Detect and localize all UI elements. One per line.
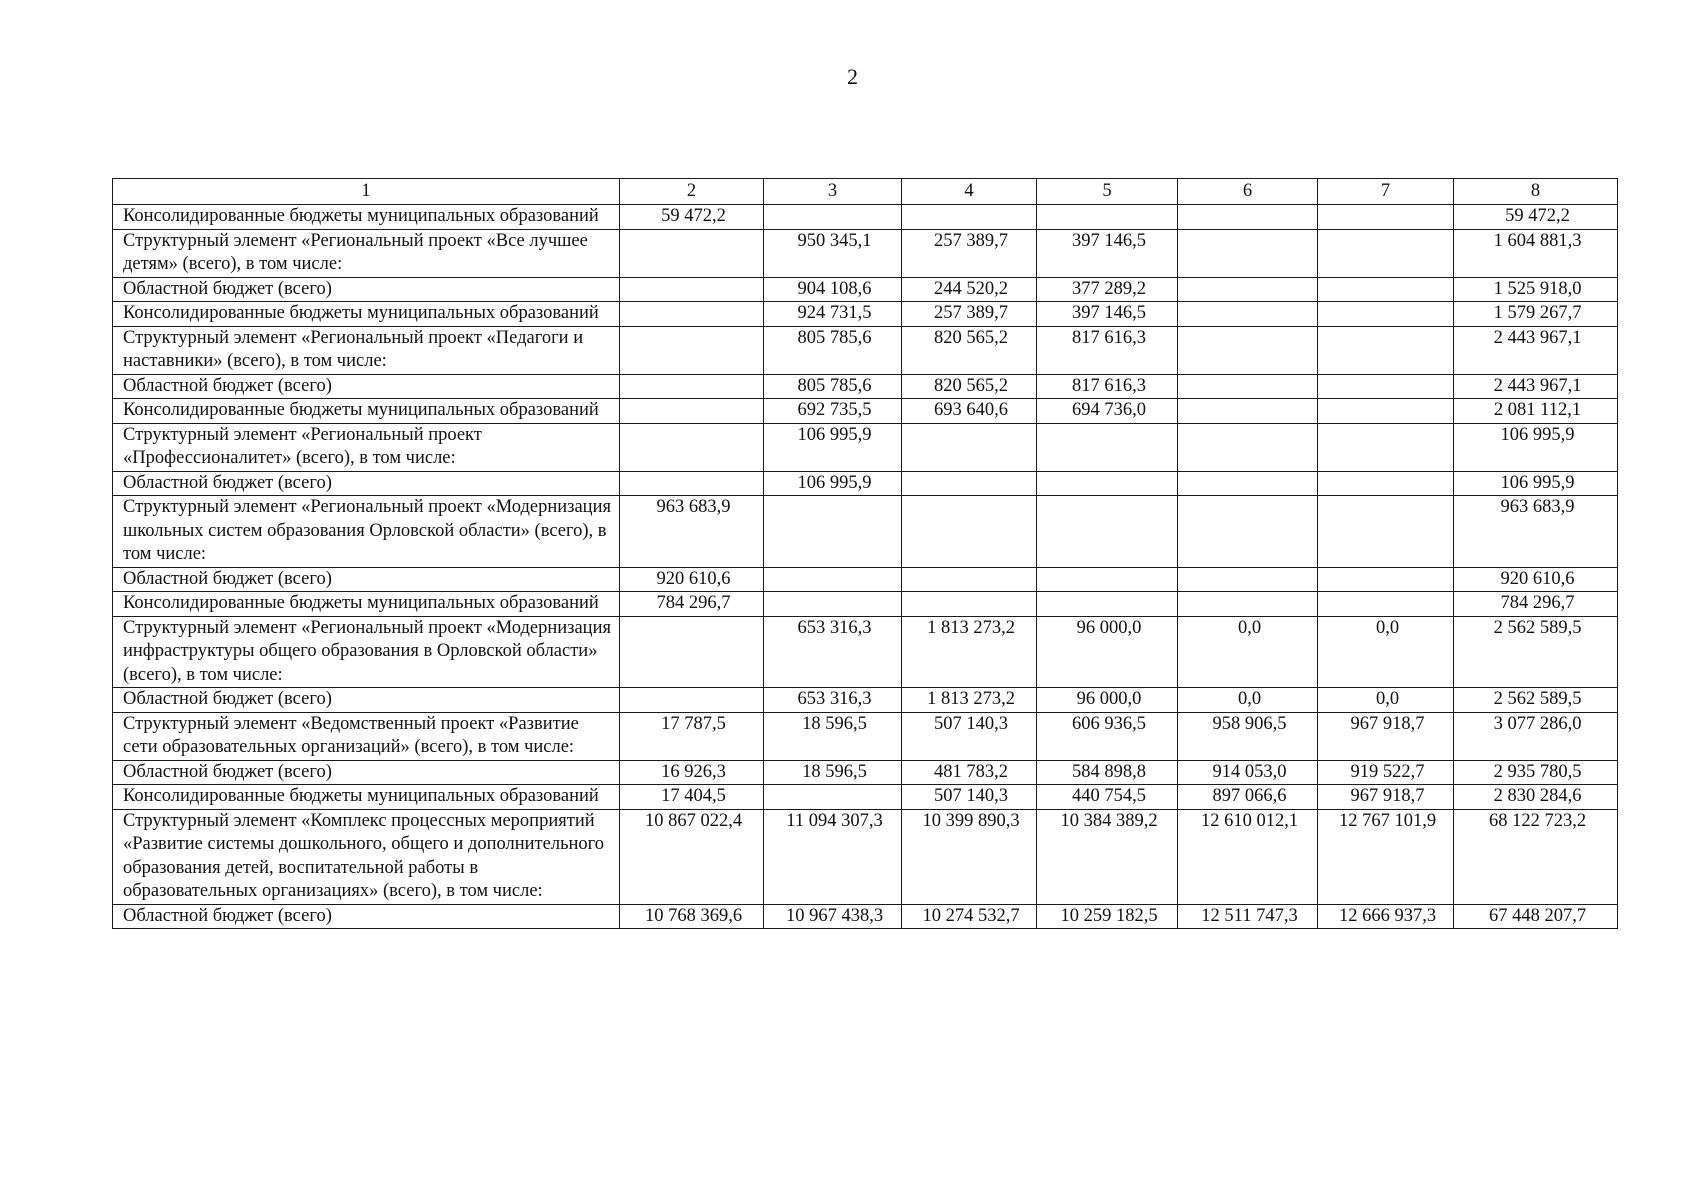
table-row <box>113 374 1618 399</box>
table-row <box>113 277 1618 302</box>
value-cell: 17 404,5 <box>620 785 764 810</box>
total-cell: 2 443 967,1 <box>1454 326 1618 374</box>
value-cell <box>764 205 902 230</box>
value-cell <box>1037 471 1178 496</box>
value-cell <box>902 205 1037 230</box>
value-cell <box>620 374 764 399</box>
value-cell: 10 768 369,6 <box>620 904 764 929</box>
value-cell: 481 783,2 <box>902 760 1037 785</box>
table-row <box>113 592 1618 617</box>
value-cell: 16 926,3 <box>620 760 764 785</box>
total-cell: 920 610,6 <box>1454 567 1618 592</box>
value-cell: 805 785,6 <box>764 374 902 399</box>
value-cell <box>620 399 764 424</box>
value-cell: 653 316,3 <box>764 688 902 713</box>
value-cell: 10 259 182,5 <box>1037 904 1178 929</box>
value-cell: 805 785,6 <box>764 326 902 374</box>
total-cell: 963 683,9 <box>1454 496 1618 568</box>
column-header: 3 <box>764 179 902 205</box>
table-row <box>113 616 1618 688</box>
value-cell: 817 616,3 <box>1037 326 1178 374</box>
value-cell <box>1318 423 1454 471</box>
row-label: Областной бюджет (всего) <box>113 904 620 929</box>
row-label: Структурный элемент «Региональный проект «Педагоги и наставники» (всего), в том числе: <box>113 326 620 374</box>
column-header: 7 <box>1318 179 1454 205</box>
value-cell <box>764 785 902 810</box>
value-cell <box>902 423 1037 471</box>
total-cell: 67 448 207,7 <box>1454 904 1618 929</box>
table-row <box>113 712 1618 760</box>
column-header: 5 <box>1037 179 1178 205</box>
total-cell: 2 935 780,5 <box>1454 760 1618 785</box>
value-cell: 106 995,9 <box>764 471 902 496</box>
value-cell: 919 522,7 <box>1318 760 1454 785</box>
value-cell: 967 918,7 <box>1318 712 1454 760</box>
row-label: Структурный элемент «Региональный проект «Профессионалитет» (всего), в том числе: <box>113 423 620 471</box>
table-row <box>113 904 1618 929</box>
value-cell <box>1178 496 1318 568</box>
row-label: Областной бюджет (всего) <box>113 567 620 592</box>
table-row <box>113 785 1618 810</box>
value-cell <box>620 688 764 713</box>
value-cell <box>1178 326 1318 374</box>
value-cell <box>1318 326 1454 374</box>
total-cell: 2 443 967,1 <box>1454 374 1618 399</box>
value-cell: 897 066,6 <box>1178 785 1318 810</box>
value-cell: 584 898,8 <box>1037 760 1178 785</box>
value-cell: 10 867 022,4 <box>620 809 764 904</box>
value-cell: 96 000,0 <box>1037 616 1178 688</box>
value-cell <box>1318 399 1454 424</box>
value-cell <box>902 496 1037 568</box>
table-row <box>113 205 1618 230</box>
value-cell <box>1178 205 1318 230</box>
value-cell <box>902 567 1037 592</box>
value-cell <box>1318 496 1454 568</box>
value-cell: 11 094 307,3 <box>764 809 902 904</box>
value-cell <box>764 496 902 568</box>
row-label: Областной бюджет (всего) <box>113 374 620 399</box>
total-cell: 106 995,9 <box>1454 471 1618 496</box>
total-cell: 59 472,2 <box>1454 205 1618 230</box>
value-cell <box>1178 277 1318 302</box>
row-label: Консолидированные бюджеты муниципальных образований <box>113 302 620 327</box>
total-cell: 2 830 284,6 <box>1454 785 1618 810</box>
value-cell: 694 736,0 <box>1037 399 1178 424</box>
table-row <box>113 229 1618 277</box>
value-cell: 12 610 012,1 <box>1178 809 1318 904</box>
table-row <box>113 809 1618 904</box>
row-label: Консолидированные бюджеты муниципальных образований <box>113 205 620 230</box>
value-cell <box>1318 471 1454 496</box>
table-row <box>113 399 1618 424</box>
value-cell: 820 565,2 <box>902 374 1037 399</box>
value-cell: 924 731,5 <box>764 302 902 327</box>
table-row <box>113 471 1618 496</box>
value-cell: 784 296,7 <box>620 592 764 617</box>
column-header: 6 <box>1178 179 1318 205</box>
row-label: Консолидированные бюджеты муниципальных образований <box>113 399 620 424</box>
value-cell <box>1037 592 1178 617</box>
value-cell: 1 813 273,2 <box>902 688 1037 713</box>
value-cell: 693 640,6 <box>902 399 1037 424</box>
value-cell <box>1318 302 1454 327</box>
value-cell: 967 918,7 <box>1318 785 1454 810</box>
value-cell <box>1037 423 1178 471</box>
row-label: Структурный элемент «Региональный проект «Модернизация школьных систем образования Орловской области» (всего), в том числе: <box>113 496 620 568</box>
total-cell: 2 562 589,5 <box>1454 688 1618 713</box>
table-row <box>113 688 1618 713</box>
value-cell: 18 596,5 <box>764 760 902 785</box>
value-cell: 257 389,7 <box>902 229 1037 277</box>
row-label: Областной бюджет (всего) <box>113 688 620 713</box>
table-row <box>113 302 1618 327</box>
value-cell <box>620 423 764 471</box>
column-header: 1 <box>113 179 620 205</box>
value-cell: 397 146,5 <box>1037 302 1178 327</box>
value-cell: 958 906,5 <box>1178 712 1318 760</box>
row-label: Областной бюджет (всего) <box>113 277 620 302</box>
row-label: Структурный элемент «Комплекс процессных мероприятий «Развитие системы дошкольного, общего и дополнительного образования детей, воспитательной работы в образовательных организациях» (всего), в том числе: <box>113 809 620 904</box>
value-cell <box>1318 205 1454 230</box>
column-header: 2 <box>620 179 764 205</box>
column-header: 8 <box>1454 179 1618 205</box>
value-cell: 12 666 937,3 <box>1318 904 1454 929</box>
total-cell: 1 579 267,7 <box>1454 302 1618 327</box>
total-cell: 2 562 589,5 <box>1454 616 1618 688</box>
value-cell: 920 610,6 <box>620 567 764 592</box>
value-cell <box>1037 567 1178 592</box>
value-cell <box>1178 423 1318 471</box>
total-cell: 68 122 723,2 <box>1454 809 1618 904</box>
value-cell <box>1178 399 1318 424</box>
value-cell: 397 146,5 <box>1037 229 1178 277</box>
value-cell: 440 754,5 <box>1037 785 1178 810</box>
row-label: Структурный элемент «Ведомственный проект «Развитие сети образовательных организаций» (всего), в том числе: <box>113 712 620 760</box>
page-number: 2 <box>847 64 858 89</box>
table-row <box>113 496 1618 568</box>
value-cell <box>1318 277 1454 302</box>
row-label: Консолидированные бюджеты муниципальных образований <box>113 785 620 810</box>
value-cell <box>1178 567 1318 592</box>
value-cell <box>620 326 764 374</box>
value-cell <box>1037 496 1178 568</box>
value-cell <box>764 592 902 617</box>
total-cell: 784 296,7 <box>1454 592 1618 617</box>
value-cell: 10 967 438,3 <box>764 904 902 929</box>
value-cell <box>764 567 902 592</box>
value-cell <box>620 302 764 327</box>
value-cell: 18 596,5 <box>764 712 902 760</box>
value-cell: 10 274 532,7 <box>902 904 1037 929</box>
value-cell: 692 735,5 <box>764 399 902 424</box>
value-cell <box>620 229 764 277</box>
value-cell <box>620 471 764 496</box>
value-cell: 606 936,5 <box>1037 712 1178 760</box>
header-row <box>113 179 1618 205</box>
value-cell <box>902 471 1037 496</box>
value-cell: 10 399 890,3 <box>902 809 1037 904</box>
row-label: Областной бюджет (всего) <box>113 760 620 785</box>
total-cell: 1 604 881,3 <box>1454 229 1618 277</box>
table-row <box>113 567 1618 592</box>
value-cell: 106 995,9 <box>764 423 902 471</box>
value-cell <box>1178 229 1318 277</box>
total-cell: 1 525 918,0 <box>1454 277 1618 302</box>
value-cell <box>1037 205 1178 230</box>
value-cell: 96 000,0 <box>1037 688 1178 713</box>
total-cell: 2 081 112,1 <box>1454 399 1618 424</box>
value-cell: 904 108,6 <box>764 277 902 302</box>
row-label: Структурный элемент «Региональный проект «Все лучшее детям» (всего), в том числе: <box>113 229 620 277</box>
value-cell <box>620 277 764 302</box>
value-cell: 0,0 <box>1318 616 1454 688</box>
row-label: Областной бюджет (всего) <box>113 471 620 496</box>
value-cell <box>1318 374 1454 399</box>
value-cell <box>1318 567 1454 592</box>
value-cell: 507 140,3 <box>902 785 1037 810</box>
value-cell: 12 767 101,9 <box>1318 809 1454 904</box>
value-cell: 59 472,2 <box>620 205 764 230</box>
total-cell: 106 995,9 <box>1454 423 1618 471</box>
value-cell <box>1178 302 1318 327</box>
value-cell <box>1178 374 1318 399</box>
value-cell: 653 316,3 <box>764 616 902 688</box>
value-cell <box>1318 229 1454 277</box>
value-cell: 950 345,1 <box>764 229 902 277</box>
row-label: Консолидированные бюджеты муниципальных образований <box>113 592 620 617</box>
value-cell: 0,0 <box>1318 688 1454 713</box>
value-cell: 12 511 747,3 <box>1178 904 1318 929</box>
row-label: Структурный элемент «Региональный проект «Модернизация инфраструктуры общего образования в Орловской области» (всего), в том числе: <box>113 616 620 688</box>
value-cell: 817 616,3 <box>1037 374 1178 399</box>
value-cell: 820 565,2 <box>902 326 1037 374</box>
value-cell: 507 140,3 <box>902 712 1037 760</box>
budget-table <box>112 178 1618 929</box>
value-cell: 377 289,2 <box>1037 277 1178 302</box>
value-cell: 0,0 <box>1178 616 1318 688</box>
value-cell <box>1318 592 1454 617</box>
value-cell: 1 813 273,2 <box>902 616 1037 688</box>
table-row <box>113 326 1618 374</box>
table-row <box>113 760 1618 785</box>
value-cell: 0,0 <box>1178 688 1318 713</box>
value-cell: 914 053,0 <box>1178 760 1318 785</box>
value-cell: 257 389,7 <box>902 302 1037 327</box>
value-cell: 17 787,5 <box>620 712 764 760</box>
value-cell: 244 520,2 <box>902 277 1037 302</box>
table-row <box>113 423 1618 471</box>
total-cell: 3 077 286,0 <box>1454 712 1618 760</box>
value-cell <box>902 592 1037 617</box>
value-cell: 963 683,9 <box>620 496 764 568</box>
value-cell <box>620 616 764 688</box>
column-header: 4 <box>902 179 1037 205</box>
value-cell: 10 384 389,2 <box>1037 809 1178 904</box>
value-cell <box>1178 592 1318 617</box>
value-cell <box>1178 471 1318 496</box>
